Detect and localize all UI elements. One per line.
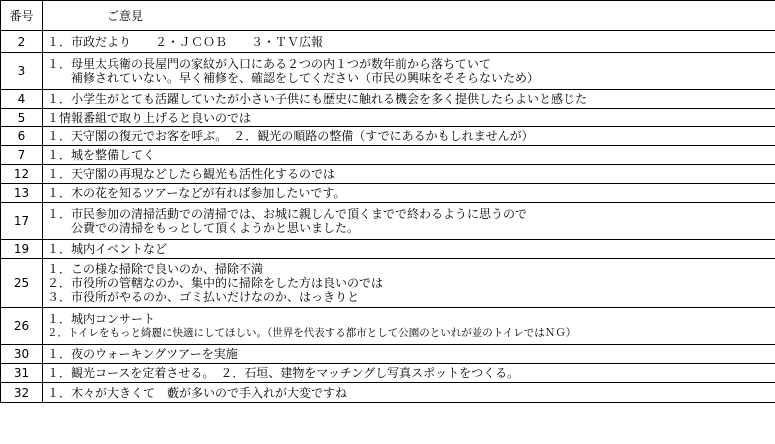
header-number[interactable]: 番号	[1, 1, 43, 31]
table-row	[1, 53, 775, 90]
opinion-cell[interactable]	[43, 203, 775, 240]
row-number-cell[interactable]: 12	[1, 165, 43, 184]
opinion-cell[interactable]	[43, 240, 775, 259]
opinion-line: １．母里太兵衛の長屋門の家紋が入口にある２つの内１つが数年前から落ちていて	[47, 57, 491, 71]
row-number-cell[interactable]: 4	[1, 90, 43, 109]
opinion-line: 公費での清掃をもっとして頂くようかと思いました。	[47, 221, 360, 235]
opinion-line: １．市政だより ２・ＪＣＯＢ ３・ＴＶ広報	[47, 34, 324, 49]
opinion-line: 補修されていない。早く補修を、確認をしてください（市民の興味をそそらないため）	[47, 71, 540, 85]
opinion-line: ２．市役所の管轄なのか、集中的に掃除をした方は良いのでは	[47, 276, 384, 290]
opinion-cell[interactable]	[43, 364, 775, 383]
row-number-cell[interactable]: 13	[1, 184, 43, 203]
opinion-line: １．城内コンサート	[47, 312, 156, 326]
table-row	[1, 165, 775, 184]
opinion-cell[interactable]	[43, 146, 775, 165]
opinion-line: ３．市役所がやるのか、ゴミ払いだけなのか、はっきりと	[47, 290, 360, 304]
opinion-line: ２．トイレをもっと綺麗に快適にしてほしい。（世界を代表する都市として公園のといれが並のトイレではＮＧ）	[47, 327, 577, 339]
opinion-line: １．市民参加の清掃活動での清掃では、お城に親しんで頂くまでで終わるように思うので	[47, 207, 528, 221]
row-number-cell[interactable]: 25	[1, 259, 43, 308]
opinion-cell[interactable]	[43, 345, 775, 364]
table-row	[1, 259, 775, 308]
opinion-line: １．木の花を知るツアーなどが有れば参加したいです。	[47, 186, 346, 200]
row-number-cell[interactable]: 31	[1, 364, 43, 383]
row-number-cell[interactable]: 30	[1, 345, 43, 364]
opinion-line: １．観光コースを定着させる。 ２．石垣、建物をマッチングし写真スポットをつくる。	[47, 366, 520, 380]
row-number-cell[interactable]: 2	[1, 31, 43, 53]
opinion-cell[interactable]	[43, 308, 775, 345]
row-number-cell[interactable]: 3	[1, 53, 43, 90]
row-number-cell[interactable]: 17	[1, 203, 43, 240]
opinion-cell[interactable]	[43, 184, 775, 203]
opinion-cell[interactable]	[43, 259, 775, 308]
table-row	[1, 345, 775, 364]
row-number-cell[interactable]: 26	[1, 308, 43, 345]
table-row	[1, 308, 775, 345]
row-number-cell[interactable]: 7	[1, 146, 43, 165]
opinion-cell[interactable]	[43, 31, 775, 53]
table-row	[1, 364, 775, 383]
row-number-cell[interactable]: 6	[1, 127, 43, 146]
row-number-cell[interactable]: 19	[1, 240, 43, 259]
table-row	[1, 31, 775, 53]
opinion-line: １．天守閣の復元でお客を呼ぶ。 ２．観光の順路の整備（すでにあるかもしれませんが）	[47, 129, 534, 143]
table-row	[1, 127, 775, 146]
opinion-cell[interactable]	[43, 127, 775, 146]
opinion-cell[interactable]	[43, 109, 775, 127]
table-row	[1, 184, 775, 203]
table-row	[1, 90, 775, 109]
opinion-line: １．この様な掃除で良いのか、掃除不満	[47, 262, 264, 276]
header-opinion[interactable]: ご意見	[43, 1, 775, 31]
table-row	[1, 109, 775, 127]
table-row	[1, 383, 775, 403]
opinion-line: １情報番組で取り上げると良いのでは	[47, 110, 252, 125]
opinion-cell[interactable]	[43, 53, 775, 90]
table-row	[1, 203, 775, 240]
opinion-line: １．城内イベントなど	[47, 242, 168, 256]
header-row	[1, 1, 775, 31]
table-row	[1, 240, 775, 259]
opinion-line: １．城を整備してく	[47, 148, 156, 162]
opinion-line: １．小学生がとても活躍していたが小さい子供にも歴史に触れる機会を多く提供したらよいと感じた	[47, 92, 588, 106]
opinion-cell[interactable]	[43, 90, 775, 109]
opinion-cell[interactable]	[43, 383, 775, 403]
row-number-cell[interactable]: 32	[1, 383, 43, 403]
opinion-line: １．木々が大きくて 藪が多いので手入れが大変ですね	[47, 385, 348, 400]
opinion-line: １．夜のウォーキングツアーを実施	[47, 347, 238, 361]
opinion-cell[interactable]	[43, 165, 775, 184]
table-row	[1, 146, 775, 165]
row-number-cell[interactable]: 5	[1, 109, 43, 127]
opinion-line: １．天守閣の再現などしたら観光も活性化するのでは	[47, 167, 336, 181]
